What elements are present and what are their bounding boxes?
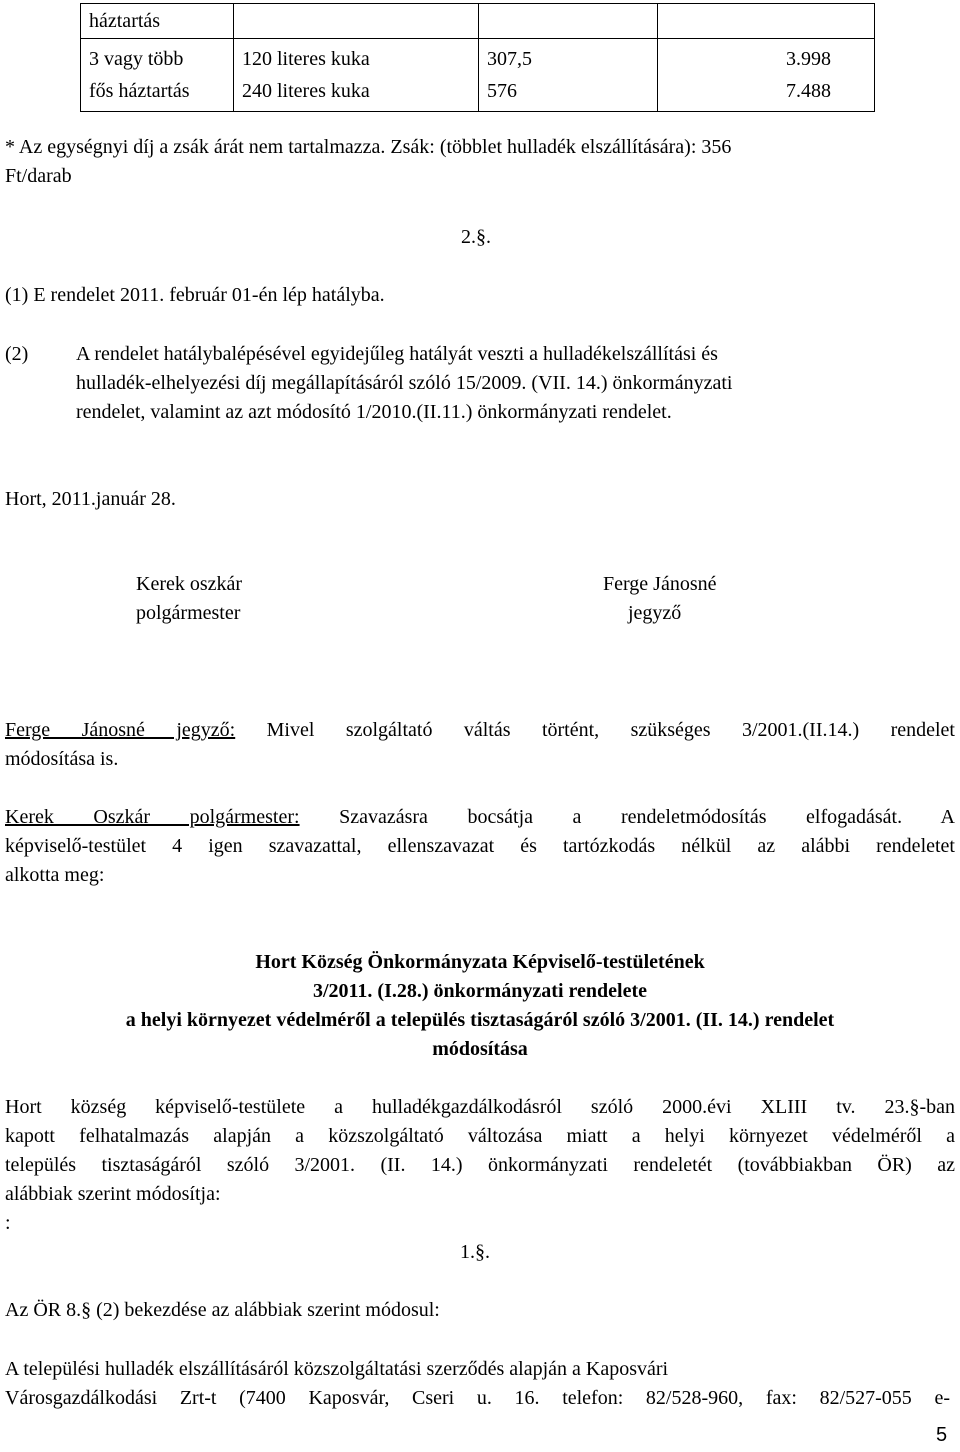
total-fee: 7.488	[786, 80, 831, 102]
preamble-line4: alábbiak szerint módosítja:	[5, 1183, 221, 1205]
unit-price: 576	[487, 80, 517, 102]
preamble-line1: Hort község képviselő-testülete a hulladékgazdálkodásról szóló 2000.évi XLIII tv. 23.§-ban	[5, 1096, 955, 1118]
amendment-body-line1: A települési hulladék elszállításáról közszolgáltatási szerződés alapján a Kaposvári	[5, 1358, 669, 1380]
paragraph-2-line2: hulladék-elhelyezési díj megállapításáról szóló 15/2009. (VII. 14.) önkormányzati	[76, 372, 733, 394]
footnote-line2: Ft/darab	[5, 165, 72, 187]
signatory-mayor-title: polgármester	[136, 602, 241, 624]
paragraph-2-line1: A rendelet hatálybalépésével egyidejűleg hatályát veszti a hulladékelszállítási és	[76, 343, 718, 365]
paragraph-2-line3: rendelet, valamint az azt módosító 1/2010.(II.11.) önkormányzati rendelet.	[76, 401, 672, 423]
speech-text: Szavazásra bocsátja a rendeletmódosítás elfogadását. A	[299, 806, 955, 828]
decree-title-line3: a helyi környezet védelméről a település tisztaságáról szóló 3/2001. (II. 14.) rendelet	[125, 1009, 835, 1031]
paragraph-1: (1) E rendelet 2011. február 01-én lép hatályba.	[5, 284, 385, 306]
speaker-name: Kerek Oszkár polgármester:	[5, 806, 300, 828]
unit-price: 307,5	[487, 48, 532, 70]
fee-table	[80, 3, 875, 112]
speech-text: Mivel szolgáltató váltás történt, szükséges 3/2001.(II.14.) rendelet	[235, 719, 955, 741]
total-fee: 3.998	[786, 48, 831, 70]
footnote-line1: * Az egységnyi díj a zsák árát nem tartalmazza. Zsák: (többlet hulladék elszállítására): 356	[5, 136, 732, 158]
place-date: Hort, 2011.január 28.	[5, 488, 176, 510]
preamble-line2: kapott felhatalmazás alapján a közszolgáltató változása miatt a helyi környezet védelméről a	[5, 1125, 955, 1147]
table-cell	[234, 4, 479, 39]
speaker-name: Ferge Jánosné jegyző:	[5, 719, 236, 741]
household-size-line1: 3 vagy több	[89, 48, 184, 70]
preamble-line3: település tisztaságáról szóló 3/2001. (II. 14.) önkormányzati rendeletét (továbbiakban ÖR) az	[5, 1154, 955, 1176]
table-cell	[658, 39, 875, 112]
amendment-body-line2: Városgazdálkodási Zrt-t (7400 Kaposvár, Cseri u. 16. telefon: 82/528-960, fax: 82/527-055 e-	[5, 1387, 950, 1409]
table-cell	[479, 4, 658, 39]
table-cell	[81, 39, 234, 112]
speech-notary-line1	[5, 716, 955, 745]
table-cell	[479, 39, 658, 112]
decree-title-line1: Hort Község Önkormányzata Képviselő-testületének	[255, 951, 705, 973]
bin-size: 120 literes kuka	[242, 48, 370, 70]
household-label: háztartás	[89, 10, 161, 32]
bin-size: 240 literes kuka	[242, 80, 370, 102]
signatory-notary-title: jegyző	[628, 602, 682, 624]
table-cell	[658, 4, 875, 39]
decree-title-line4: módosítása	[432, 1038, 528, 1060]
section-marker: 2.§.	[461, 226, 491, 248]
table-row	[81, 4, 875, 39]
table-cell	[81, 4, 234, 39]
speech-mayor-line1	[5, 803, 955, 832]
page-number: 5	[936, 1424, 948, 1446]
amendment-intro: Az ÖR 8.§ (2) bekezdése az alábbiak szerint módosul:	[5, 1299, 440, 1321]
signatory-mayor-name: Kerek oszkár	[136, 573, 243, 595]
signatory-notary-name: Ferge Jánosné	[603, 573, 717, 595]
speech-mayor-line3: alkotta meg:	[5, 864, 105, 886]
preamble-line5: :	[5, 1212, 11, 1234]
paragraph-2-number: (2)	[5, 343, 29, 365]
table-row	[81, 39, 875, 112]
table-cell	[234, 39, 479, 112]
decree-title-line2: 3/2011. (I.28.) önkormányzati rendelete	[312, 980, 648, 1002]
speech-mayor-line2: képviselő-testület 4 igen szavazattal, ellenszavazat és tartózkodás nélkül az alábbi rendeletet	[5, 835, 955, 857]
section-marker: 1.§.	[460, 1241, 490, 1263]
speech-notary-line2: módosítása is.	[5, 748, 119, 770]
household-size-line2: fős háztartás	[89, 80, 190, 102]
